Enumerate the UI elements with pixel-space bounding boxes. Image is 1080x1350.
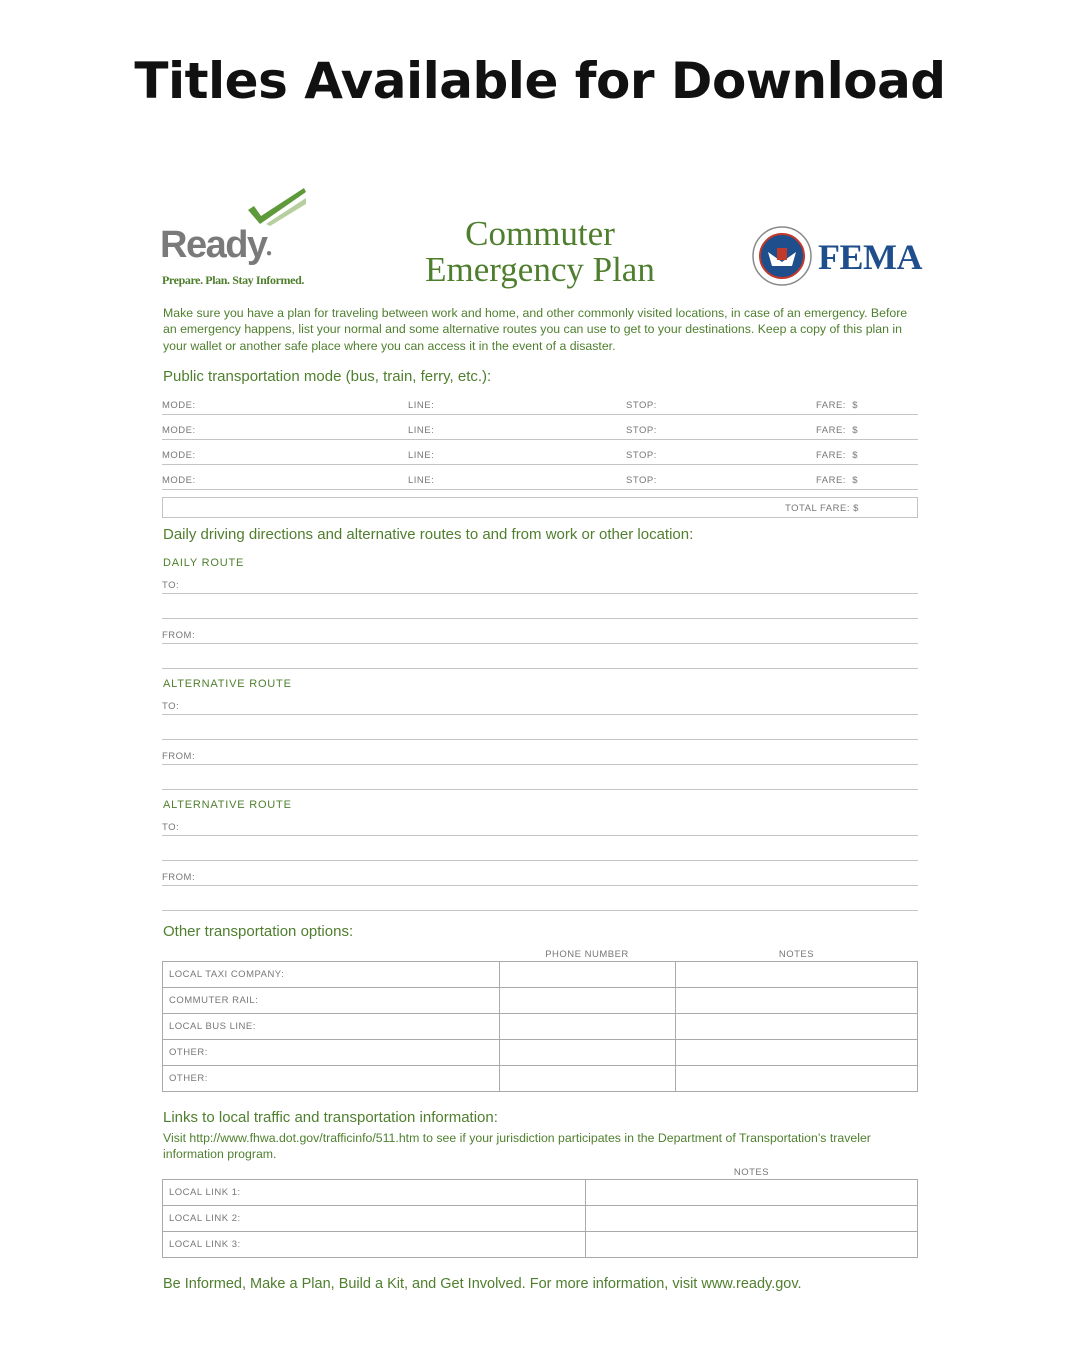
fare-label: FARE: $ xyxy=(816,450,859,461)
links-heading: Links to local traffic and transportation information: xyxy=(163,1109,498,1126)
line-label: LINE: xyxy=(408,450,435,461)
notes-header: NOTES xyxy=(778,949,815,960)
link-label: LOCAL LINK 2: xyxy=(163,1206,586,1232)
option-label: OTHER: xyxy=(163,1066,500,1092)
total-fare-label: TOTAL FARE: $ xyxy=(785,503,859,514)
phone-cell[interactable] xyxy=(500,1066,676,1092)
fare-label: FARE: $ xyxy=(816,400,859,411)
from-label: FROM: xyxy=(162,751,196,762)
to-line-2[interactable] xyxy=(162,618,918,619)
from-line-2[interactable] xyxy=(162,789,918,790)
table-row xyxy=(163,962,918,988)
from-line-2[interactable] xyxy=(162,910,918,911)
route-title: ALTERNATIVE ROUTE xyxy=(163,799,292,811)
to-label: TO: xyxy=(162,822,180,833)
intro-paragraph: Make sure you have a plan for traveling between work and home, and other commonly visited locations, in case of an emergency. Before an emergency happens, list your normal and some alternative routes you can use to get to your destinations. Keep a copy of this plan in your wallet or another safe place where you can access it in the event of a disaster. xyxy=(163,306,908,353)
table-row xyxy=(163,1206,918,1232)
notes-cell[interactable] xyxy=(676,1014,918,1040)
dhs-seal-icon xyxy=(752,226,812,286)
line-label: LINE: xyxy=(408,425,435,436)
route-title: DAILY ROUTE xyxy=(163,557,245,569)
notes-cell[interactable] xyxy=(676,988,918,1014)
table-row xyxy=(163,1040,918,1066)
links-notes-header: NOTES xyxy=(733,1167,770,1178)
stop-label: STOP: xyxy=(626,450,657,461)
from-line[interactable] xyxy=(162,764,918,765)
phone-number-header: PHONE NUMBER xyxy=(545,949,629,960)
fare-label: FARE: $ xyxy=(816,425,859,436)
to-label: TO: xyxy=(162,580,180,591)
table-row xyxy=(163,988,918,1014)
notes-cell[interactable] xyxy=(586,1232,918,1258)
to-line-2[interactable] xyxy=(162,739,918,740)
table-row xyxy=(163,1014,918,1040)
ready-wordmark: Ready xyxy=(160,224,267,266)
mode-label: MODE: xyxy=(162,475,196,486)
notes-cell[interactable] xyxy=(586,1206,918,1232)
checkmark-icon xyxy=(246,188,308,228)
from-line[interactable] xyxy=(162,643,918,644)
other-transport-table xyxy=(162,961,918,1092)
table-row xyxy=(163,1066,918,1092)
to-line[interactable] xyxy=(162,714,918,715)
line-label: LINE: xyxy=(408,475,435,486)
line-label: LINE: xyxy=(408,400,435,411)
table-row xyxy=(163,1232,918,1258)
phone-cell[interactable] xyxy=(500,1040,676,1066)
stop-label: STOP: xyxy=(626,475,657,486)
driving-heading: Daily driving directions and alternative routes to and from work or other location: xyxy=(163,526,694,543)
local-links-table xyxy=(162,1179,918,1258)
row-divider xyxy=(162,464,918,465)
row-divider xyxy=(162,439,918,440)
links-paragraph: Visit http://www.fhwa.dot.gov/trafficinfo/511.htm to see if your jurisdiction participates in the Department of Transportation’s traveler information program. xyxy=(163,1131,871,1162)
from-line-2[interactable] xyxy=(162,668,918,669)
option-label: COMMUTER RAIL: xyxy=(163,988,500,1014)
link-label: LOCAL LINK 3: xyxy=(163,1232,586,1258)
other-transport-heading: Other transportation options: xyxy=(163,923,354,940)
notes-cell[interactable] xyxy=(676,962,918,988)
notes-cell[interactable] xyxy=(676,1066,918,1092)
total-fare-box[interactable] xyxy=(162,497,918,518)
fema-logo xyxy=(752,226,922,288)
to-line-2[interactable] xyxy=(162,860,918,861)
stop-label: STOP: xyxy=(626,400,657,411)
notes-cell[interactable] xyxy=(586,1180,918,1206)
mode-label: MODE: xyxy=(162,425,196,436)
footer-text: Be Informed, Make a Plan, Build a Kit, and Get Involved. For more information, visit www.ready.gov. xyxy=(163,1276,802,1292)
page-title: Titles Available for Download xyxy=(134,52,946,110)
option-label: LOCAL BUS LINE: xyxy=(163,1014,500,1040)
to-line[interactable] xyxy=(162,593,918,594)
link-label: LOCAL LINK 1: xyxy=(163,1180,586,1206)
mode-label: MODE: xyxy=(162,400,196,411)
option-label: OTHER: xyxy=(163,1040,500,1066)
document-title: Commuter Emergency Plan xyxy=(425,214,655,289)
ready-tagline: Prepare. Plan. Stay Informed. xyxy=(162,273,304,287)
route-title: ALTERNATIVE ROUTE xyxy=(163,678,292,690)
fema-wordmark: FEMA xyxy=(818,237,922,277)
to-line[interactable] xyxy=(162,835,918,836)
from-label: FROM: xyxy=(162,630,196,641)
mode-label: MODE: xyxy=(162,450,196,461)
row-divider xyxy=(162,414,918,415)
option-label: LOCAL TAXI COMPANY: xyxy=(163,962,500,988)
notes-cell[interactable] xyxy=(676,1040,918,1066)
ready-logo: Ready ● Prepare. Plan. Stay Informed. xyxy=(160,188,330,288)
row-divider xyxy=(162,489,918,490)
table-row xyxy=(163,1180,918,1206)
phone-cell[interactable] xyxy=(500,1014,676,1040)
fare-label: FARE: $ xyxy=(816,475,859,486)
stop-label: STOP: xyxy=(626,425,657,436)
from-label: FROM: xyxy=(162,872,196,883)
to-label: TO: xyxy=(162,701,180,712)
from-line[interactable] xyxy=(162,885,918,886)
public-transport-heading: Public transportation mode (bus, train, ferry, etc.): xyxy=(163,368,492,385)
phone-cell[interactable] xyxy=(500,988,676,1014)
phone-cell[interactable] xyxy=(500,962,676,988)
